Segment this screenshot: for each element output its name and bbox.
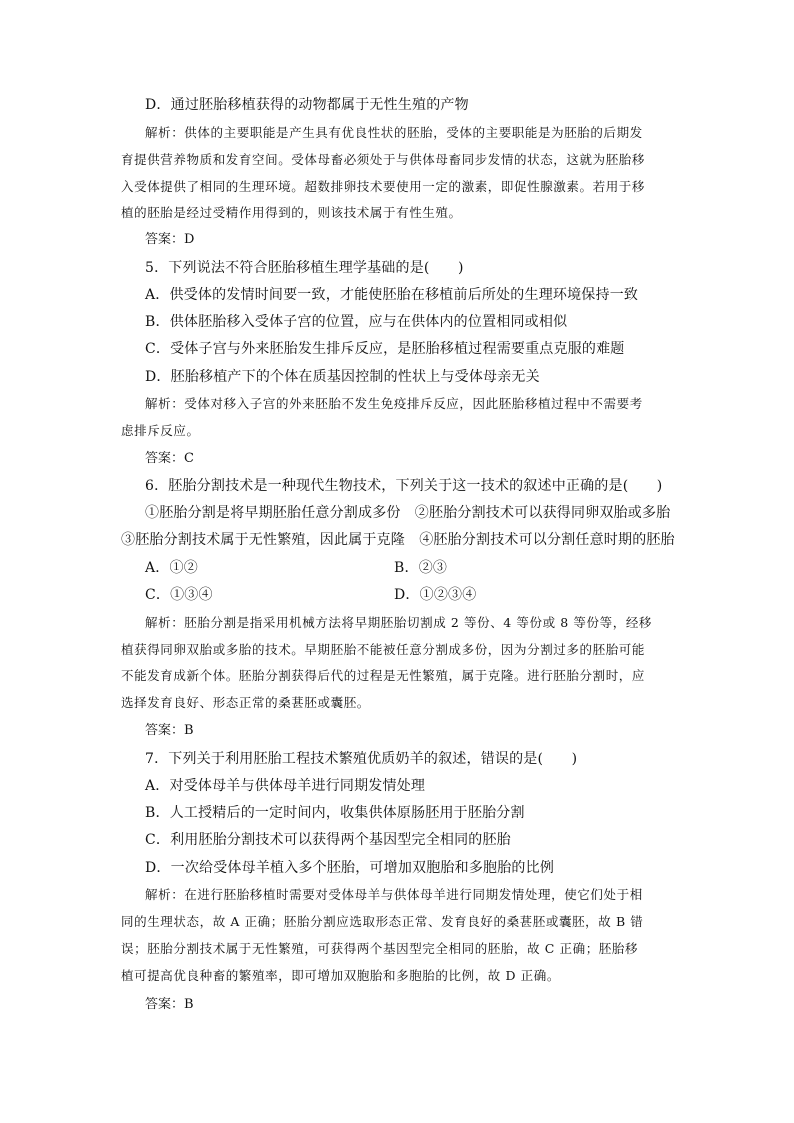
q4-analysis-line-1: 解析：供体的主要职能是产生具有优良性状的胚胎，受体的主要职能是为胚胎的后期发 <box>145 125 643 140</box>
q5-answer: 答案：C <box>145 451 194 466</box>
q4-answer: 答案：D <box>145 232 195 247</box>
q6-option-c: C．①③④ <box>145 587 213 603</box>
q7-analysis-line-1: 解析：在进行胚胎移植时需要对受体母羊与供体母羊进行同期发情处理，使它们处于相 <box>145 887 643 902</box>
q7-analysis-line-3: 误；胚胎分割技术属于无性繁殖，可获得两个基因型完全相同的胚胎，故 C 正确；胚胎移 <box>121 941 639 956</box>
q6-option-d: D．①②③④ <box>394 587 477 603</box>
q5-option-d: D．胚胎移植产下的个体在质基因控制的性状上与受体母亲无关 <box>145 369 540 385</box>
q7-option-c: C．利用胚胎分割技术可以获得两个基因型完全相同的胚胎 <box>145 832 511 848</box>
q4-option-d: D．通过胚胎移植获得的动物都属于无性生殖的产物 <box>145 97 469 113</box>
q6-option-a: A．①② <box>145 560 198 576</box>
q4-analysis-line-2: 育提供营养物质和发育空间。受体母畜必须处于与供体母畜同步发情的状态，这就为胚胎移 <box>121 152 646 167</box>
q6-analysis-line-4: 选择发育良好、形态正常的桑葚胚或囊胚。 <box>121 695 370 710</box>
q5-analysis-line-2: 虑排斥反应。 <box>121 423 200 438</box>
q6-stem: 6．胚胎分割技术是一种现代生物技术，下列关于这一技术的叙述中正确的是( ) <box>145 478 663 494</box>
q7-option-b: B．人工授精后的一定时间内，收集供体原肠胚用于胚胎分割 <box>145 805 525 821</box>
q7-option-a: A．对受体母羊与供体母羊进行同期发情处理 <box>145 778 426 794</box>
q7-analysis-line-2: 同的生理状态，故 A 正确；胚胎分割应选取形态正常、发育良好的桑葚胚或囊胚，故 B 错 <box>121 914 644 929</box>
q7-stem: 7．下列关于利用胚胎工程技术繁殖优质奶羊的叙述，错误的是( ) <box>145 751 578 767</box>
q6-analysis-line-1: 解析：胚胎分割是指采用机械方法将早期胚胎切割成 2 等份、4 等份或 8 等份等，经移 <box>145 615 653 630</box>
q6-statements-line-2: ③胚胎分割技术属于无性繁殖，因此属于克隆 ④胚胎分割技术可以分割任意时期的胚胎 <box>121 532 675 548</box>
q6-option-b: B．②③ <box>394 560 448 576</box>
q6-analysis-line-3: 不能发育成新个体。胚胎分割获得后代的过程是无性繁殖，属于克隆。进行胚胎分割时，应 <box>121 668 646 683</box>
q5-option-c: C．受体子宫与外来胚胎发生排斥反应，是胚胎移植过程需要重点克服的难题 <box>145 341 625 357</box>
q7-analysis-line-4: 植可提高优良种畜的繁殖率，即可增加双胞胎和多胞胎的比例，故 D 正确。 <box>121 968 560 983</box>
q4-analysis-line-3: 入受体提供了相同的生理环境。超数排卵技术要使用一定的激素，即促性腺激素。若用于移 <box>121 179 646 194</box>
q7-option-d: D．一次给受体母羊植入多个胚胎，可增加双胞胎和多胞胎的比例 <box>145 860 555 876</box>
q7-answer: 答案：B <box>145 997 194 1012</box>
q5-option-a: A．供受体的发情时间要一致，才能使胚胎在移植前后所处的生理环境保持一致 <box>145 287 639 303</box>
q6-answer: 答案：B <box>145 723 194 738</box>
q5-analysis-line-1: 解析：受体对移入子宫的外来胚胎不发生免疫排斥反应，因此胚胎移植过程中不需要考 <box>145 396 643 411</box>
q5-option-b: B．供体胚胎移入受体子宫的位置，应与在供体内的位置相同或相似 <box>145 314 568 330</box>
q6-statements-line-1: ①胚胎分割是将早期胚胎任意分割成多份 ②胚胎分割技术可以获得同卵双胎或多胎 <box>145 505 671 521</box>
q4-analysis-line-4: 植的胚胎是经过受精作用得到的，则该技术属于有性生殖。 <box>121 205 462 220</box>
q5-stem: 5．下列说法不符合胚胎移植生理学基础的是( ) <box>145 260 464 276</box>
q6-analysis-line-2: 植获得同卵双胎或多胎的技术。早期胚胎不能被任意分割成多份，因为分割过多的胚胎可能 <box>121 642 646 657</box>
